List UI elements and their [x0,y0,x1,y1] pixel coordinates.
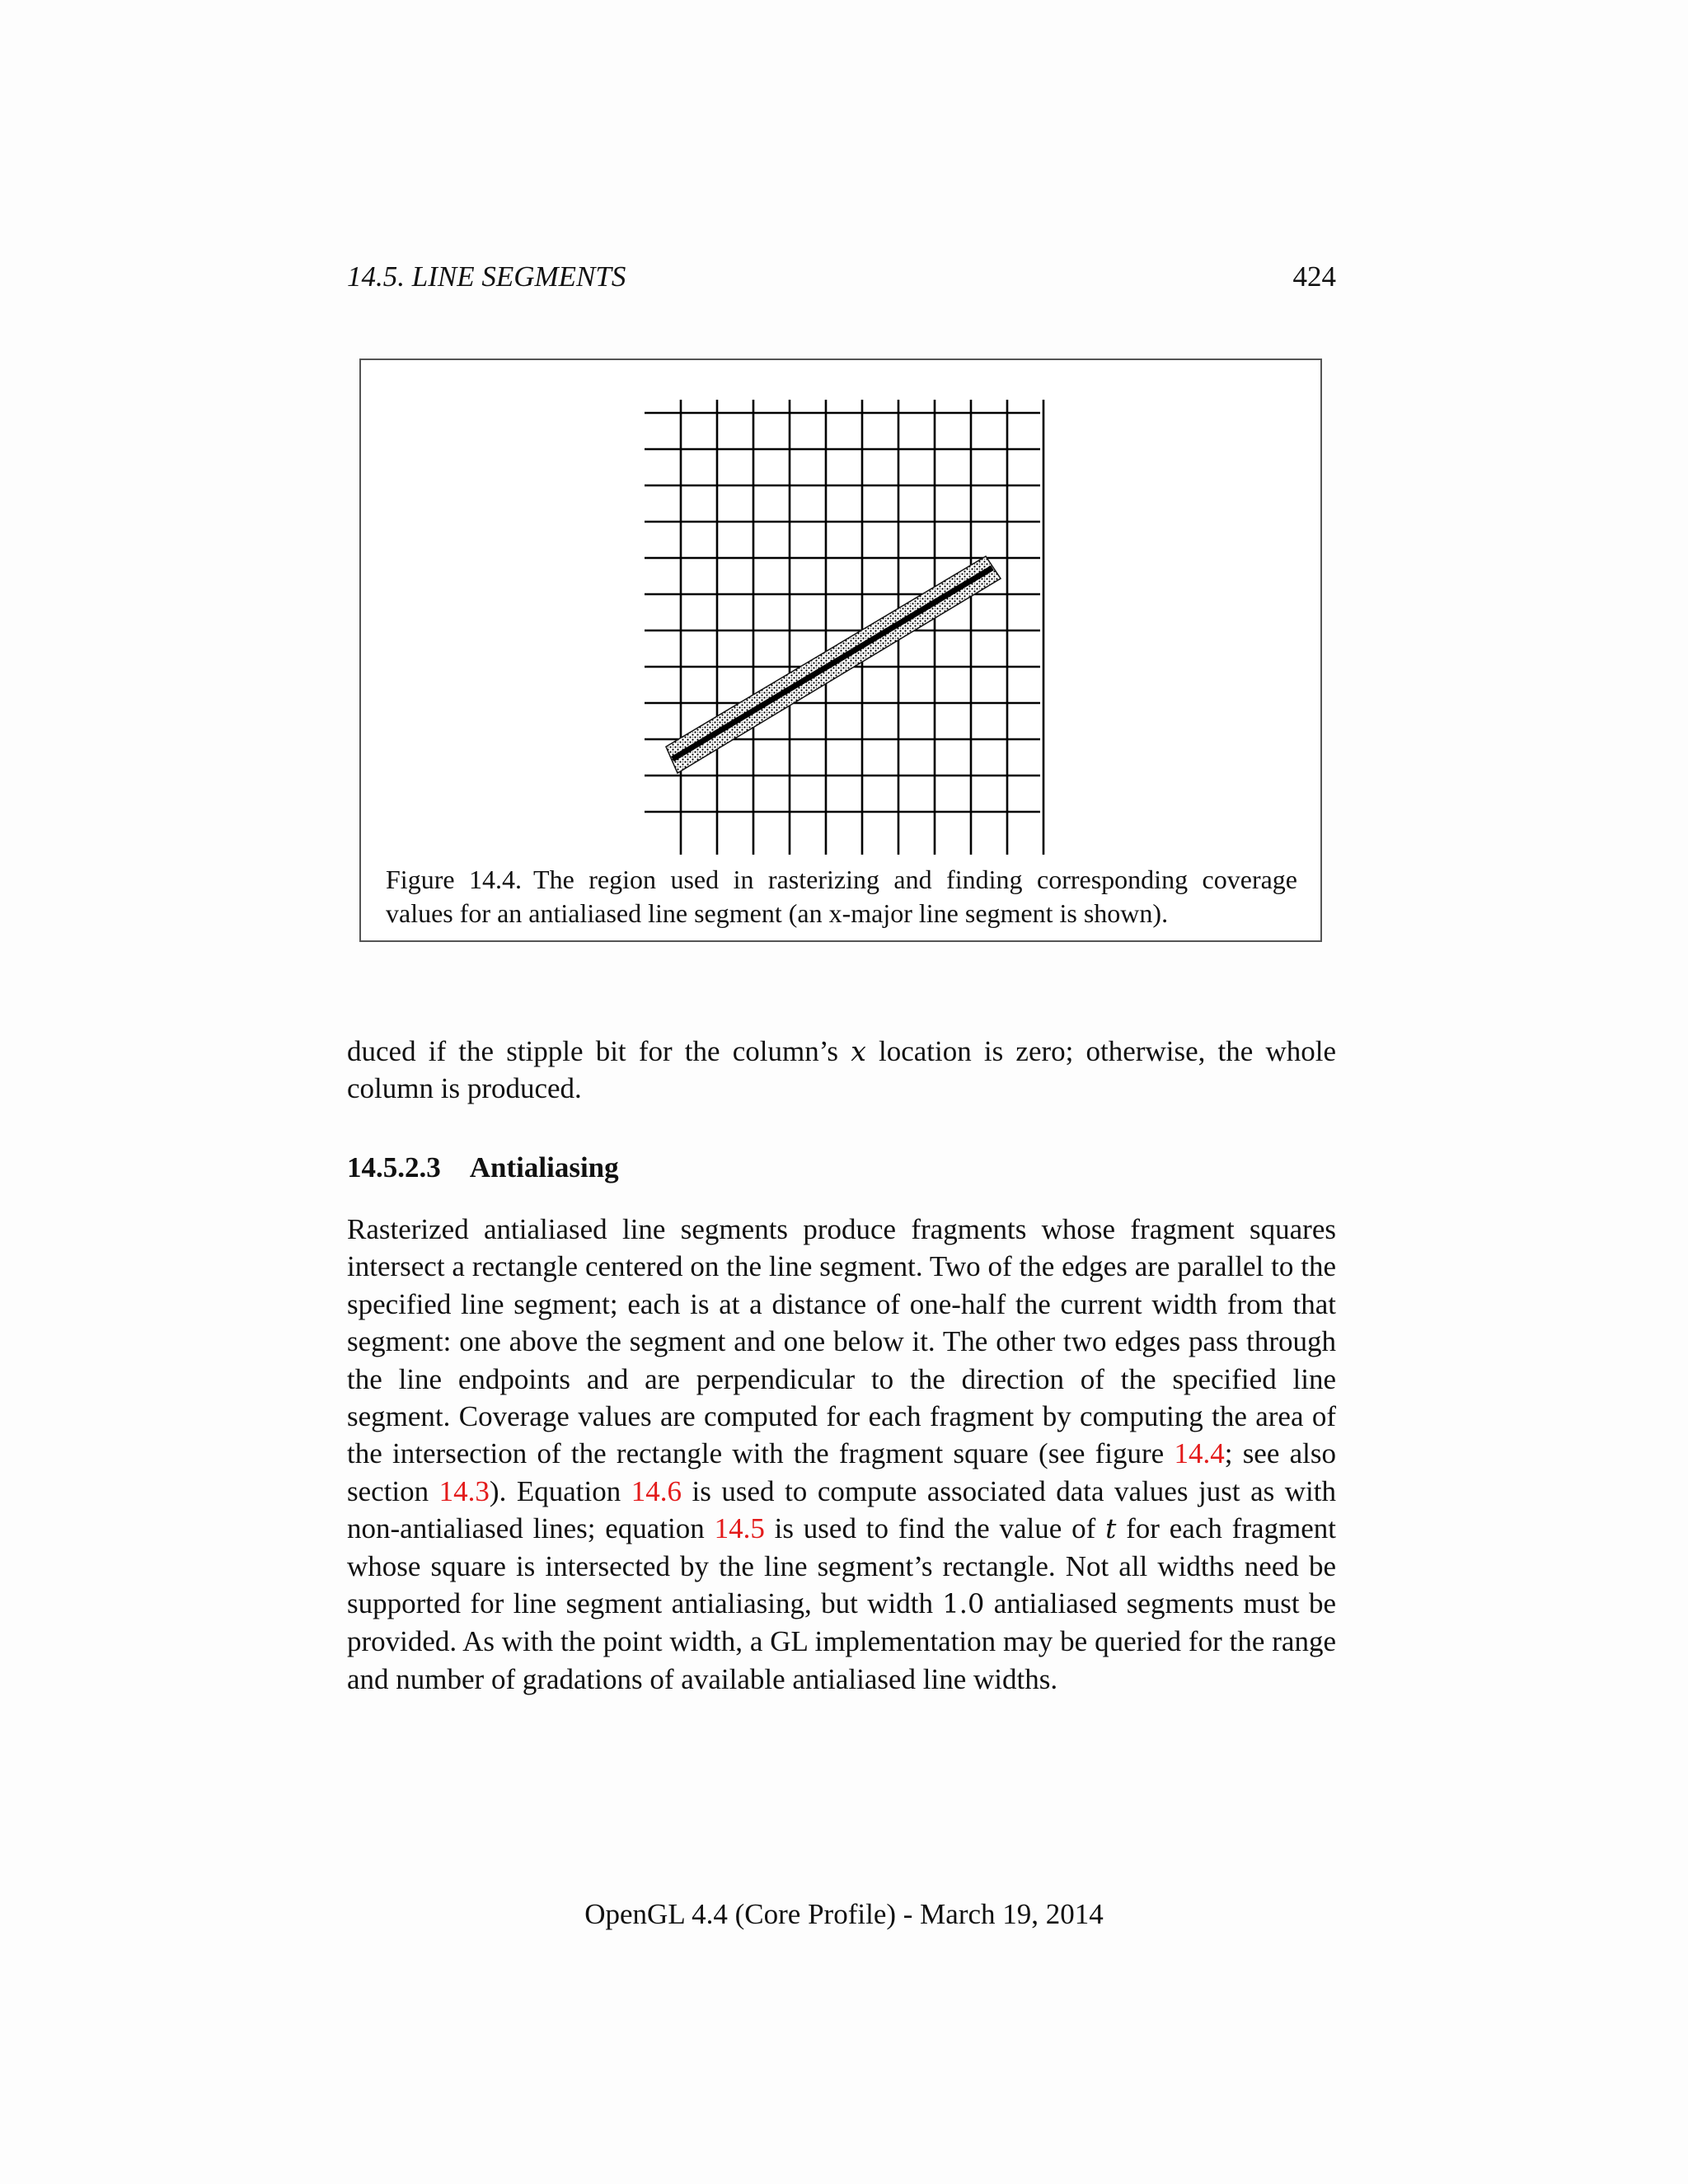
line-segment [673,568,992,759]
math-t: t [1105,1512,1117,1545]
figure-label: Figure 14.4. [386,865,523,894]
figure-caption [386,863,1297,930]
figure-link[interactable]: 14.4 [1174,1437,1225,1470]
pixel-grid [645,400,1043,855]
equation-link[interactable]: 14.5 [714,1512,765,1545]
section-link[interactable]: 14.3 [438,1474,490,1507]
equation-link[interactable]: 14.6 [631,1474,682,1507]
paragraph-antialiasing: Rasterized antialiased line segments produce fragments whose fragment squares intersect a rectangle centered on the line segment. Two of the edges are parallel to the specified line segment; each is at a distance of one-half the current width from that segment: one above the segment and one below it. The other two edges pass through the line endpoints and are perpendicular to the direction of the specified line segment. Coverage values are computed for each fragment by computing the area of the intersection of the rectangle with the fragment square (see figure 14.4; see also section 14.3). Equation 14.6 is used to compute associated data values just as with non-antialiased lines; equation 14.5 is used to find the value of t for each fragment whose square is intersected by the line segment’s rectangle. Not all widths need be supported for line segment antialiasing, but width 1.0 antialiased segments must be provided. As with the point width, a GL implementation may be queried for the range and number of gradations of available antialiased line widths. [347,1213,1337,1695]
paragraph-continuation: duced if the stipple bit for the column’s x location is zero; otherwise, the whole column is produced. [347,1035,1336,1105]
page-footer: OpenGL 4.4 (Core Profile) - March 19, 2014 [584,1898,1104,1930]
figure-caption-text: The region used in rasterizing and finding corresponding coverage values for an antialiased line segment (an x-major line segment is shown). [386,865,1298,928]
section-number: 14.5.2.3 [347,1151,441,1183]
running-header [347,260,1336,302]
section-heading [347,1151,619,1184]
running-title: 14.5. LINE SEGMENTS [347,260,626,293]
math-x: x [851,1035,866,1067]
page-number: 424 [1292,260,1336,293]
section-title: Antialiasing [469,1151,619,1183]
math-width-value: 1.0 [942,1588,985,1620]
figure-14-4 [359,359,1322,942]
rasterization-grid-diagram [361,360,1320,855]
